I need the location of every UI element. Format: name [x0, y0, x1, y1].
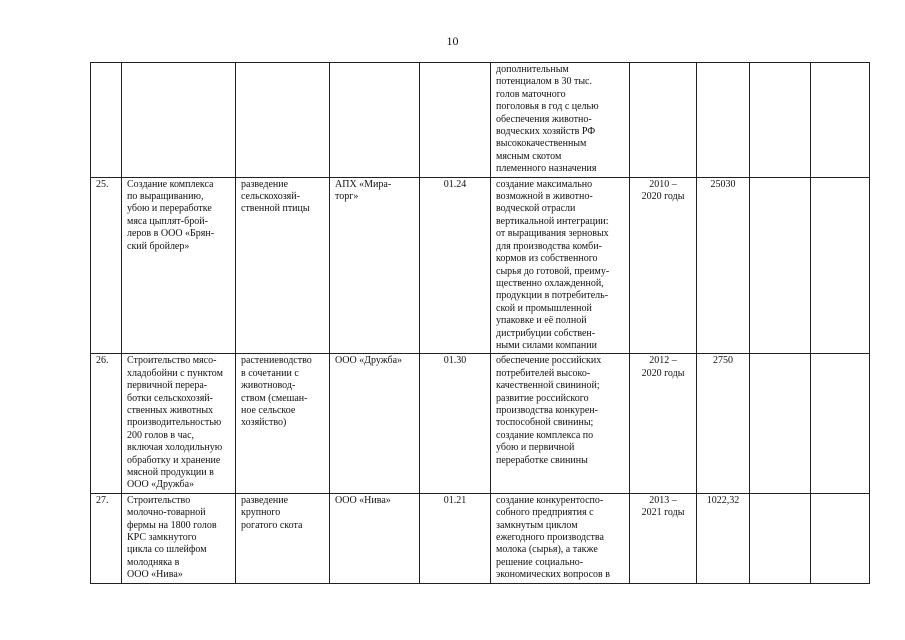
goal-cell: обеспечение российских потребителей высоко- качественной свининой; развитие российского производства конкурен- тоспособной свинины; создание комплекса по убою и первичной переработке свинины [491, 354, 630, 493]
empty-cell [750, 354, 811, 493]
empty-cell [811, 177, 870, 354]
project-name-cell [122, 63, 236, 178]
goal-cell: создание конкурентоспо- собного предприятия с замкнутым циклом ежегодного производства молока (сырья), а также решение социально- экономических вопросов в [491, 493, 630, 583]
row-number-cell: 25. [91, 177, 122, 354]
empty-cell [750, 177, 811, 354]
activity-cell: растениеводство в сочетании с животновод- ством (смешан- ное сельское хозяйство) [236, 354, 330, 493]
activity-code-cell: 01.24 [420, 177, 491, 354]
activity-code-cell: 01.30 [420, 354, 491, 493]
activity-code-cell: 01.21 [420, 493, 491, 583]
activity-cell: разведение сельскохозяй- ственной птицы [236, 177, 330, 354]
table-row [91, 493, 870, 583]
empty-cell [750, 493, 811, 583]
page-number: 10 [446, 34, 459, 48]
goal-cell: дополнительным потенциалом в 30 тыс. голов маточного поголовья в год с целью обеспечения животно- водческих хозяйств РФ высококачественным мясным скотом племенного назначения [491, 63, 630, 178]
amount-cell: 1022,32 [697, 493, 750, 583]
table-row [91, 354, 870, 493]
projects-table [90, 62, 870, 584]
amount-cell: 2750 [697, 354, 750, 493]
empty-cell [811, 493, 870, 583]
period-cell: 2010 – 2020 годы [630, 177, 697, 354]
organization-cell: ООО «Нива» [330, 493, 420, 583]
period-cell [630, 63, 697, 178]
empty-cell [750, 63, 811, 178]
amount-cell: 25030 [697, 177, 750, 354]
project-name-cell: Создание комплекса по выращиванию, убою и переработке мяса цыплят-брой- леров в ООО «Брян- ский бройлер» [122, 177, 236, 354]
empty-cell [811, 354, 870, 493]
period-cell: 2012 – 2020 годы [630, 354, 697, 493]
organization-cell: ООО «Дружба» [330, 354, 420, 493]
project-name-cell: Строительство молочно-товарной фермы на 1800 голов КРС замкнутого цикла со шлейфом молодняка в ООО «Нива» [122, 493, 236, 583]
amount-cell [697, 63, 750, 178]
table-row [91, 177, 870, 354]
table-row [91, 63, 870, 178]
activity-code-cell [420, 63, 491, 178]
organization-cell: АПХ «Мира- торг» [330, 177, 420, 354]
row-number-cell: 27. [91, 493, 122, 583]
period-cell: 2013 – 2021 годы [630, 493, 697, 583]
activity-cell: разведение крупного рогатого скота [236, 493, 330, 583]
row-number-cell [91, 63, 122, 178]
organization-cell [330, 63, 420, 178]
row-number-cell: 26. [91, 354, 122, 493]
project-name-cell: Строительство мясо- хладобойни с пунктом первичной перера- ботки сельскохозяй- ственных животных производительностью 200 голов в час, включая холодильную обработку и хранение мясной продукции в ООО «Дружба» [122, 354, 236, 493]
goal-cell: создание максимально возможной в животно- водческой отрасли вертикальной интеграции: от выращивания зерновых для производства комби- кормов из собственного сырья до готовой, преиму- щественно охлажденной, продукции в потребитель- ской и промышленной упаковке и её полной дистрибуции собствен- ными силами компании [491, 177, 630, 354]
empty-cell [811, 63, 870, 178]
activity-cell [236, 63, 330, 178]
